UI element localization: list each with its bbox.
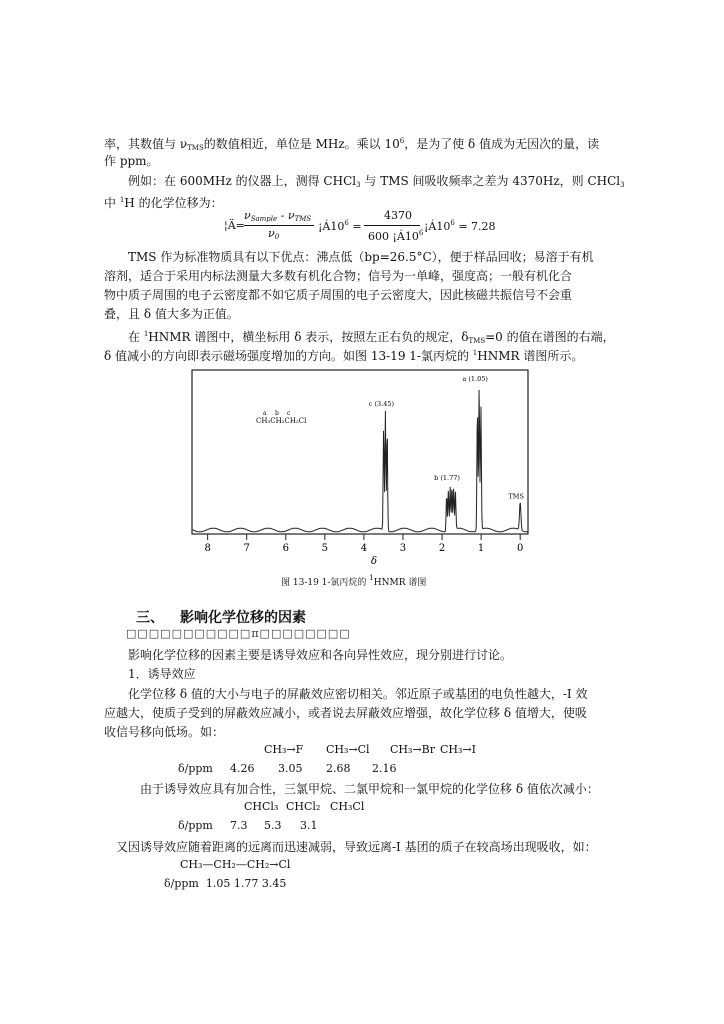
text-line: 率，其数值与 $\nu_{TMS}$的数值相近，单位是 MHz。乘以 $10^6$，是为了使 δ 值成为无因次的量，读	[104, 137, 600, 152]
value: 4.26	[230, 762, 255, 775]
molecule-formula: CH₃CH₂CH₂Cl	[256, 417, 307, 425]
value: 5.3	[264, 819, 282, 832]
row-label: δ/ppm	[178, 819, 213, 832]
value: 2.16	[372, 762, 397, 775]
formula-lhs: ¦Ä=	[224, 219, 245, 232]
text-line: δ 值减小的方向即表示磁场强度增加的方向。如图 13-19 1-氯丙烷的 $^1$HNMR 谱图所示。	[104, 349, 584, 363]
spectrum-line	[192, 390, 528, 532]
molecule-label	[256, 410, 307, 425]
x-tick-label: 7	[243, 543, 250, 554]
molecule-letter-b: b	[275, 410, 279, 417]
x-tick-label: 6	[282, 543, 289, 554]
value: 3.1	[300, 819, 318, 832]
compound: CHCl₃	[244, 800, 279, 813]
text-line: 作 ppm。	[104, 154, 159, 168]
x-tick-label: 3	[399, 543, 407, 554]
formula-denominator-2: 600 ¡$Á10^6$	[368, 229, 424, 243]
section-title: 影响化学位移的因素	[180, 610, 306, 626]
formula-denominator: $\nu_0$	[268, 227, 280, 241]
peak-label: c (3.45)	[368, 399, 395, 408]
text-line: 中 $^1$H 的化学位移为：	[104, 196, 223, 210]
text-line: 收信号移向低场。如：	[104, 725, 225, 739]
peak-label: TMS	[508, 492, 524, 501]
compound: CH₃→I	[440, 743, 476, 756]
text-line: 物中质子周围的电子云密度都不如它质子周围的电子云密度大，因此核磁共振信号不会重	[104, 288, 573, 302]
x-tick-label: 1	[477, 543, 485, 554]
x-tick-label: 4	[360, 543, 368, 554]
text-line: 叠，且 δ 值大多为正值。	[104, 307, 239, 321]
value: 3.05	[278, 762, 303, 775]
text-line: 应越大，使质子受到的屏蔽效应减小，或者说去屏蔽效应增强，故化学位移 δ 值增大，使吸	[104, 706, 587, 720]
figure-caption: 图 13-19 1-氯丙烷的 $^1$HNMR 谱图	[281, 574, 427, 588]
text-line: 又因诱导效应随着距离的远离而迅速减弱，导致远离-I 基团的质子在较高场出现吸收，如：	[116, 840, 597, 854]
value: 2.68	[326, 762, 351, 775]
compound: CH₃Cl	[330, 800, 365, 813]
text-line: 例如：在 600MHz 的仪器上，测得 CHCl$_3$ 与 TMS 间吸收频率之差为 4370Hz，则 CHCl$_3$	[128, 174, 625, 189]
formula-result: ¡$Á10^6 = 7.28$	[424, 219, 496, 233]
text-line: 影响化学位移的因素主要是诱导效应和各向异性效应，现分别进行讨论。	[128, 648, 513, 662]
text-line: 溶剂，适合于采用内标法测量大多数有机化合物；信号为一单峰，强度高；一般有机化合	[104, 269, 573, 283]
chain-row: δ/ppm 1.05 1.77 3.45	[164, 877, 287, 890]
chain-formula: CH₃—CH₂—CH₂→Cl	[180, 858, 291, 871]
formula-numerator: $\nu_{Sample} - \nu_{TMS}$	[244, 209, 312, 223]
x-tick-label: 5	[321, 543, 329, 554]
x-tick-label: 8	[204, 543, 211, 554]
x-tick-label: 2	[438, 543, 446, 554]
nmr-spectrum-chart	[190, 368, 540, 568]
section-number: 三、	[136, 610, 164, 626]
compound: CHCl₂	[286, 800, 321, 813]
peak-label: a (1.05)	[462, 375, 488, 384]
x-tick-label: 0	[516, 543, 524, 554]
compound: CH₃→Br	[390, 743, 435, 756]
value: 7.3	[230, 819, 248, 832]
formula-numerator-2: 4370	[384, 209, 412, 222]
fraction-bar	[244, 225, 314, 226]
row-label: δ/ppm	[178, 762, 213, 775]
x-axis-label: δ	[370, 556, 378, 567]
compound: CH₃→Cl	[326, 743, 370, 756]
text-line: TMS 作为标准物质具有以下优点：沸点低（bp=26.5°C），便于样品回收；易溶于有机	[128, 250, 594, 264]
peak-label: b (1.77)	[434, 473, 460, 482]
molecule-letter-a: a	[263, 410, 267, 417]
formula-factor: ¡$Á10^6$ =	[318, 219, 362, 233]
molecule-letter-c: c	[287, 410, 291, 417]
fraction-bar	[364, 225, 420, 226]
compound: CH₃→F	[264, 743, 304, 756]
text-line: 化学位移 δ 值的大小与电子的屏蔽效应密切相关。邻近原子或基团的电负性越大，-I 效	[128, 687, 588, 701]
garbled-text: □□□□□□□□□□□π□□□□□□□□	[126, 627, 351, 640]
subheading: 1．诱导效应	[128, 667, 196, 681]
text-line: 在 $^1$HNMR 谱图中，横坐标用 δ 表示，按照左正右负的规定，$\delta_{TMS}=0$ 的值在谱图的右端，	[128, 330, 615, 345]
text-line: 由于诱导效应具有加合性，三氯甲烷、二氯甲烷和一氯甲烷的化学位移 δ 值依次减小：	[140, 782, 599, 796]
